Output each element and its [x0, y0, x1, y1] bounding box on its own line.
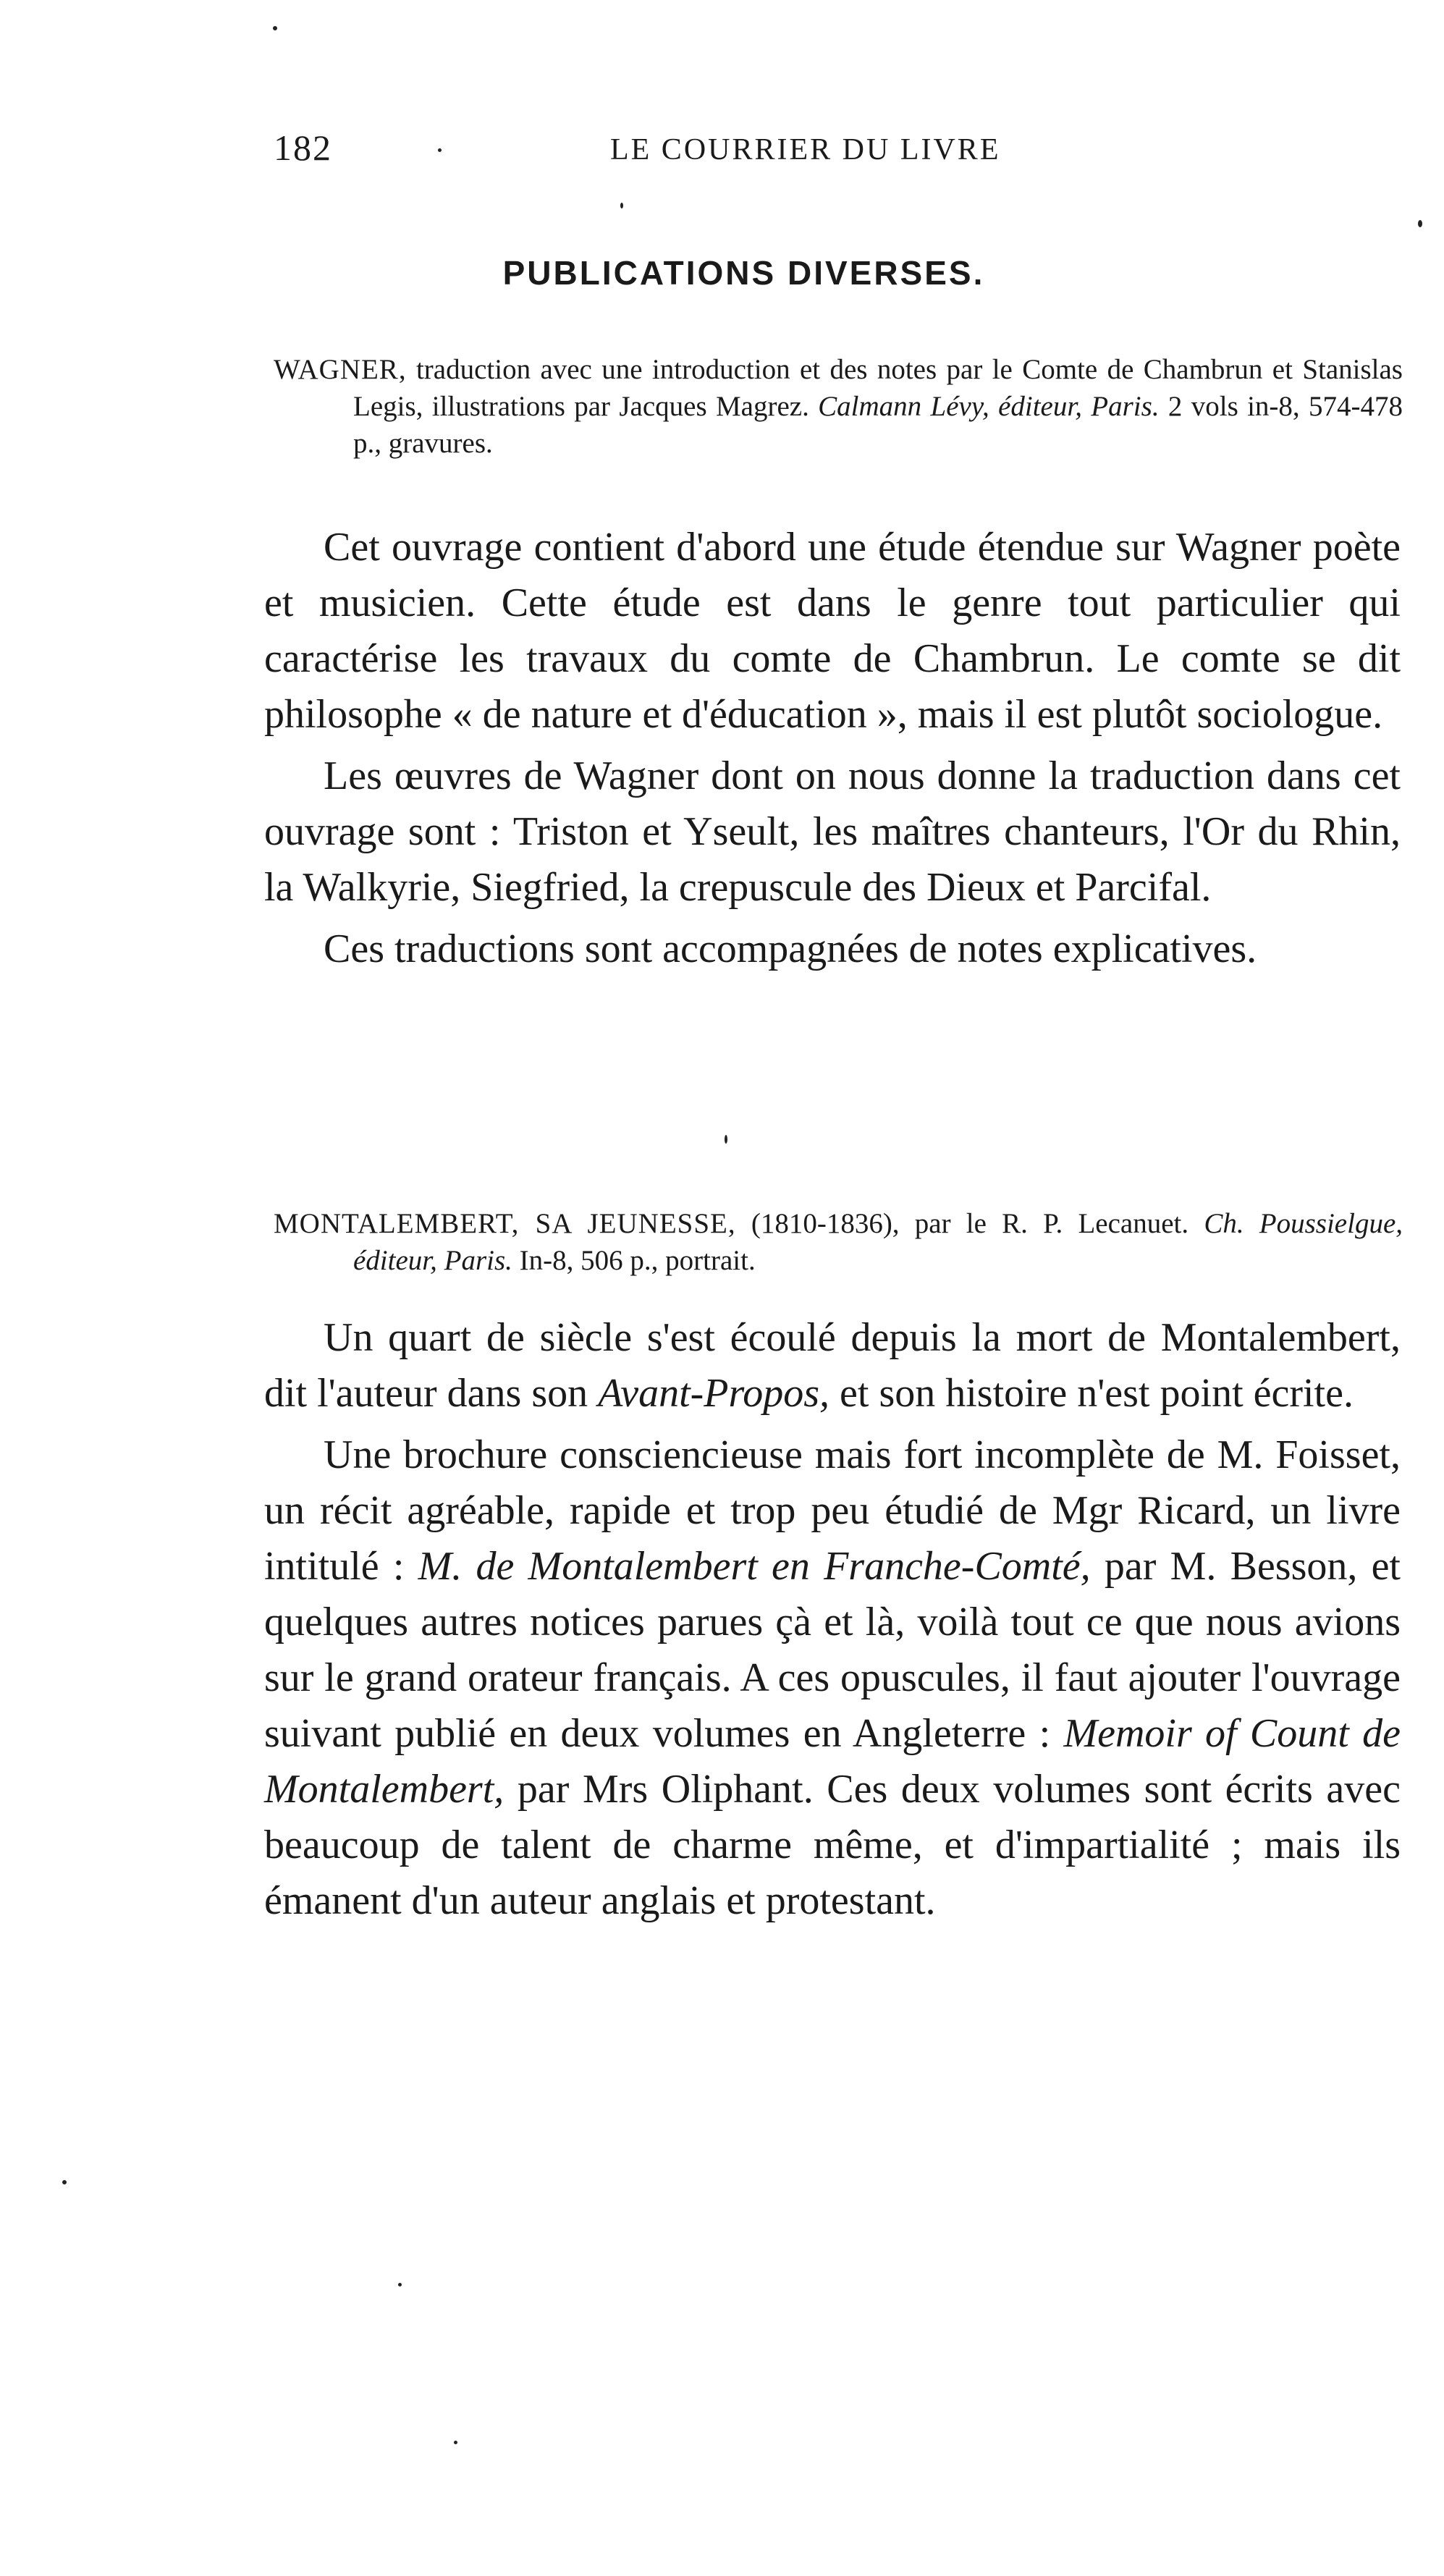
- paragraph-text: par M. Besson, et quelques autres notices parues çà et là, voilà tout ce que nous avions sur le grand orateur français. A ces opuscules, il faut ajouter l'ouvrage suivant publié en deux volumes en Angleterre :: [264, 1544, 1401, 1756]
- review-montalembert: [264, 1310, 1401, 1935]
- citation-text: [274, 351, 1403, 462]
- citation-author: MONTALEMBERT, SA JEUNESSE,: [274, 1208, 736, 1239]
- citation-wagner: [274, 351, 1403, 462]
- citation-publisher: Ch. Poussielgue, éditeur, Paris.: [353, 1208, 1403, 1276]
- print-speck: [620, 203, 623, 208]
- paragraph: [264, 1310, 1401, 1422]
- citation-text: [274, 1205, 1403, 1279]
- italic-title: M. de Montalembert en Franche-Comté,: [418, 1544, 1091, 1589]
- section-heading: PUBLICATIONS DIVERSES.: [502, 254, 985, 292]
- paragraph-text: et son histoire n'est point écrite.: [829, 1371, 1354, 1416]
- page-header: [274, 127, 1424, 185]
- print-speck: [1418, 220, 1422, 227]
- paragraph: Cet ouvrage contient d'abord une étude étendue sur Wagner poète et musicien. Cette étude est dans le genre tout particulier qui caractérise les travaux du comte de Chambrun. Le comte se dit philosophe « de nature et d'éducation », mais il est plutôt sociologue.: [264, 525, 1401, 737]
- print-speck: [273, 26, 277, 30]
- print-speck: [62, 2180, 67, 2184]
- citation-details: In-8, 506 p., portrait.: [512, 1245, 756, 1276]
- paragraph-text: Un quart de siècle s'est écoulé depuis la mort de Montalembert, dit l'auteur dans son: [264, 1315, 1401, 1416]
- page-number: 182: [274, 127, 332, 168]
- italic-title: Avant-Propos,: [598, 1371, 830, 1416]
- print-speck: [725, 1135, 727, 1144]
- paragraph-text: Une brochure consciencieuse mais fort incomplète de M. Foisset, un récit agréable, rapide et trop peu étudié de Mgr Ricard, un livre intitulé :: [264, 1432, 1401, 1589]
- citation-publisher: Calmann Lévy, éditeur, Paris.: [818, 391, 1160, 422]
- citation-author: WAGNER,: [274, 354, 407, 385]
- review-wagner: [264, 520, 1401, 983]
- citation-rest: traduction avec une introduction et des notes par le Comte de Chambrun et Stanislas Legis, illustrations par Jacques Magrez.: [353, 354, 1403, 422]
- print-speck: [398, 2283, 402, 2286]
- paragraph-text: par Mrs Oliphant. Ces deux volumes sont écrits avec beaucoup de talent de charme même, et d'impartialité ; mais ils émanent d'un auteur anglais et protestant.: [264, 1767, 1401, 1923]
- citation-rest: (1810-1836), par le R. P. Lecanuet.: [735, 1208, 1204, 1239]
- paragraph: [264, 1427, 1401, 1929]
- citation-montalembert: [274, 1205, 1403, 1279]
- citation-details: 2 vols in-8, 574-478 p., gravures.: [353, 391, 1403, 459]
- running-title: LE COURRIER DU LIVRE: [610, 133, 1001, 166]
- paragraph: Ces traductions sont accompagnées de notes explicatives.: [324, 926, 1257, 971]
- print-speck: [454, 2441, 457, 2444]
- paragraph: Les œuvres de Wagner dont on nous donne la traduction dans cet ouvrage sont : Triston et Yseult, les maîtres chanteurs, l'Or du Rhin, la Walkyrie, Siegfried, la crepuscule des Dieux et Parcifal.: [264, 753, 1401, 910]
- italic-title: Memoir of Count de Montalembert,: [264, 1711, 1401, 1812]
